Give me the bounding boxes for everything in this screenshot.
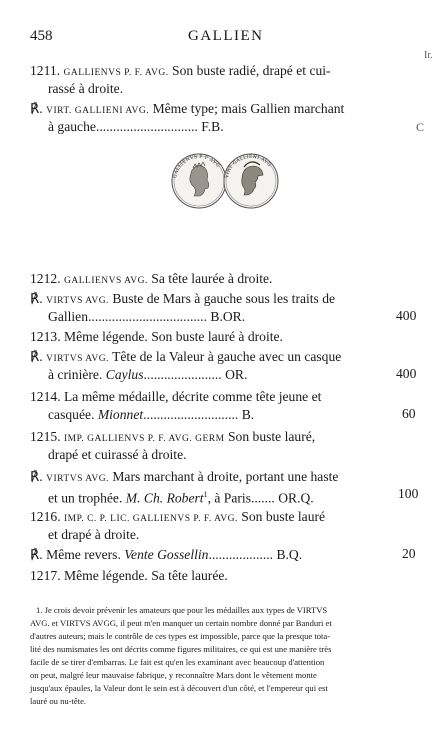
entry-1211-reverse: ℟. VIRT. GALLIENI AVG. Même type; mais Gallien marchant (30, 101, 345, 116)
entry-1212: 1212. GALLIENVS AVG. Sa tête laurée à droite. (30, 271, 273, 286)
footnote-line: lité des numismates les ont décrits comme figures militaires, ce qui est une manière très (30, 644, 332, 654)
reverse-coin (224, 154, 278, 208)
entry-1212-reverse-cont: Gallien................................... B.OR. (48, 309, 246, 324)
price-1212: 400 (396, 308, 417, 323)
entry-1217: 1217. Même légende. Sa tête laurée. (30, 568, 228, 583)
footnote-line: lauré ou nu-tête. (30, 696, 87, 706)
footnote-line: jusqu'aux épaules, la Valeur dont le sein est à découvert d'un côté, et l'empereur qui est (30, 683, 328, 693)
running-title: GALLIEN (188, 28, 264, 44)
entry-1216-cont: et drapé à droite. (48, 527, 140, 542)
entry-1211-reverse-cont: à gauche.............................. F.B. (48, 119, 224, 134)
obverse-legend: GALLIENVS P F AVG (173, 154, 221, 179)
obverse-coin (172, 154, 226, 208)
entry-1212-reverse: ℟. VIRTVS AVG. Buste de Mars à gauche sous les traits de (30, 291, 336, 306)
price-1214: 60 (402, 406, 416, 421)
entry-1214-cont: casquée. Mionnet............................ B. (48, 407, 255, 422)
price-1213: 400 (396, 366, 417, 381)
entry-1216-reverse: ℟. Même revers. Vente Gossellin................... B.Q. (30, 547, 303, 562)
page-number: 458 (30, 28, 53, 44)
footnote-line: on peut, malgré leur mauvaise fabrique, y reconnaître Mars dont le vêtement monte (30, 670, 317, 680)
entry-1213-reverse: ℟. VIRTVS AVG. Tête de la Valeur à gauche avec un casque (30, 349, 342, 364)
entry-1215: 1215. IMP. GALLIENVS P. F. AVG. GERM Son buste lauré, (30, 429, 316, 444)
coin-pair-figure (168, 150, 280, 212)
entry-1211-cont: rassé à droite. (48, 81, 124, 96)
footnote-line: AVG. et VIRTVS AVGG, il peut m'en manquer un certain nombre donné par Banduri et (30, 618, 332, 628)
footnote-line: 1. Je crois devoir prévenir les amateurs que pour les médailles aux types de VIRTVS (36, 605, 328, 615)
entry-1213-reverse-cont: à crinière. Caylus....................... OR. (48, 367, 248, 382)
entry-1214: 1214. La même médaille, décrite comme tête jeune et (30, 389, 322, 404)
price-1215: 100 (398, 486, 419, 501)
footnote-line: facile de se tirer d'embarras. Le fait est qu'en les examinant avec beaucoup d'attention (30, 657, 325, 667)
entry-1215-reverse-cont: et un trophée. M. Ch. Robert$^1$, à Paris....... OR.Q. (48, 490, 314, 506)
price-1216: 20 (402, 546, 416, 561)
footnote (30, 604, 332, 708)
entry-1211: 1211. GALLIENVS P. F. AVG. Son buste radié, drapé et cui- (30, 63, 331, 78)
margin-note-col: C (416, 120, 425, 134)
margin-note-top: Ir. (424, 50, 433, 61)
reverse-legend: VIRT GALLIENI AVG (225, 154, 272, 179)
entry-1215-reverse: ℟. VIRTVS AVG. Mars marchant à droite, portant une haste (30, 469, 339, 484)
footnote-line: d'autres auteurs; mais le contrôle de ces types est impossible, parce que la presque tota- (30, 631, 331, 641)
entry-1215-cont: drapé et cuirassé à droite. (48, 447, 187, 462)
entry-1213: 1213. Même légende. Son buste lauré à droite. (30, 329, 283, 344)
entry-1216: 1216. IMP. C. P. LIC. GALLIENVS P. F. AVG. Son buste lauré (30, 509, 326, 524)
